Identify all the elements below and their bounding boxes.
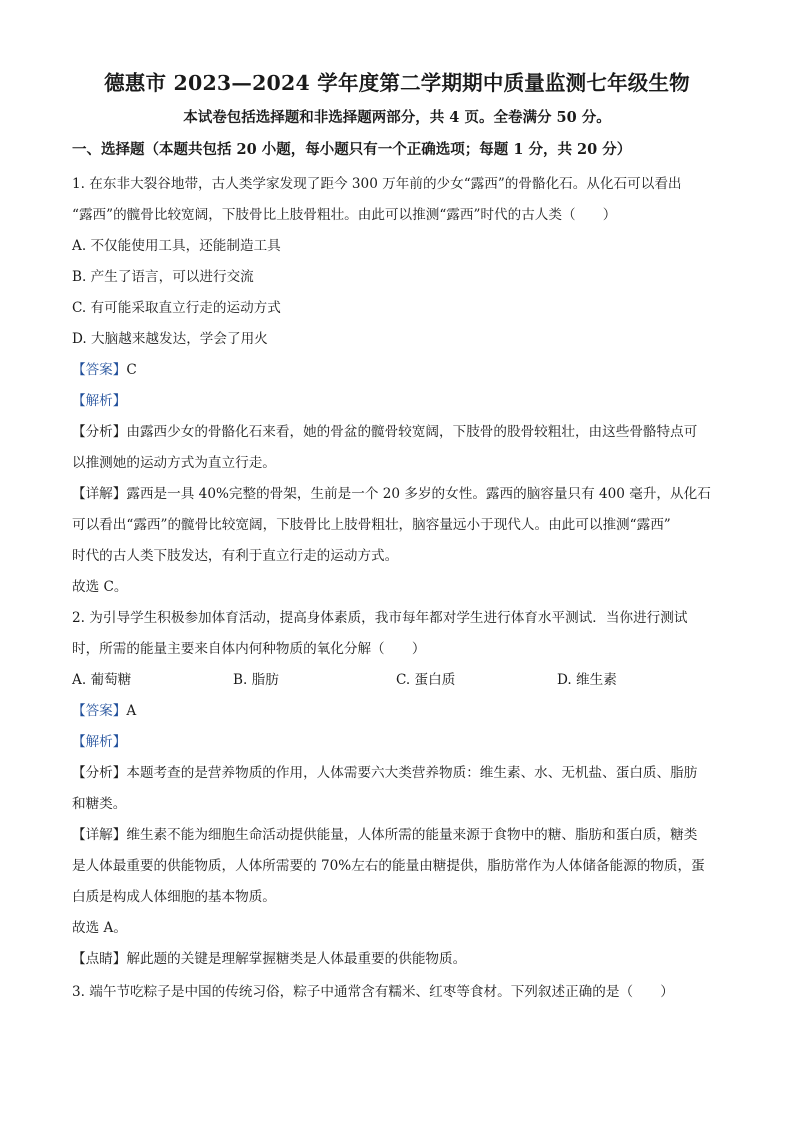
answer-value: C [126, 362, 137, 378]
q2-xiangjie-line-1 [72, 823, 697, 843]
answer-value: A [126, 703, 137, 719]
q2-answer [72, 699, 136, 719]
dianjing-text: 解此题的关键是理解掌握糖类是人体最重要的供能物质。 [126, 951, 467, 967]
q1-answer [72, 358, 137, 378]
q1-xiangjie-line-2: 可以看出“露西”的髋骨比较宽阔，下肢骨比上肢骨粗壮，脑容量远小于现代人。由此可以推测“露西” [72, 517, 671, 533]
q2-stem-line-1: 2. 为引导学生积极参加体育活动，提高身体素质，我市每年都对学生进行体育水平测试．当你进行测试 [72, 610, 688, 626]
q2-option-c: C. 蛋白质 [396, 672, 456, 688]
xiangjie-tag: 【详解】 [72, 486, 127, 502]
dianjing-tag: 【点睛】 [72, 951, 127, 967]
xiangjie-tag: 【详解】 [72, 827, 127, 843]
q1-conclusion: 故选 C。 [72, 579, 128, 595]
q1-option-a: A. 不仅能使用工具，还能制造工具 [72, 238, 281, 254]
q2-stem-line-2: 时，所需的能量主要来自体内何种物质的氧化分解（ ） [72, 641, 426, 657]
answer-tag: 【答案】 [72, 703, 127, 719]
q2-option-a: A. 葡萄糖 [72, 672, 132, 688]
q2-fenxi-line-2: 和糖类。 [72, 796, 127, 812]
q2-xiangjie-line-2: 是人体最重要的供能物质，人体所需要的 70%左右的能量由糖提供，脂肪常作为人体储备能源的物质，蛋 [72, 858, 705, 874]
q1-xiangjie-line-3: 时代的古人类下肢发达，有利于直立行走的运动方式。 [72, 548, 399, 564]
q1-option-d: D. 大脑越来越发达，学会了用火 [72, 331, 268, 347]
q1-fenxi-line-2: 以推测她的运动方式为直立行走。 [72, 455, 276, 471]
fenxi-text: 本题考查的是营养物质的作用，人体需要六大类营养物质：维生素、水、无机盐、蛋白质、脂肪 [126, 765, 698, 781]
page-subtitle: 本试卷包括选择题和非选择题两部分，共 4 页。全卷满分 50 分。 [183, 109, 611, 126]
fenxi-text: 由露西少女的骨骼化石来看，她的骨盆的髋骨较宽阔，下肢骨的股骨较粗壮，由这些骨骼特点可 [126, 424, 698, 440]
q2-fenxi-line-1 [72, 761, 697, 781]
q2-option-b: B. 脂肪 [233, 672, 279, 688]
q2-xiangjie-line-3: 白质是构成人体细胞的基本物质。 [72, 889, 276, 905]
page-title: 德惠市 2023—2024 学年度第二学期期中质量监测七年级生物 [104, 71, 690, 95]
q1-xiangjie-line-1 [72, 482, 711, 502]
q2-conclusion: 故选 A。 [72, 920, 127, 936]
answer-tag: 【答案】 [72, 362, 127, 378]
section-heading: 一、选择题（本题共包括 20 小题，每小题只有一个正确选项；每题 1 分，共 20 分） [72, 141, 632, 158]
q1-stem-line-2: “露西”的髋骨比较宽阔，下肢骨比上肢骨粗壮。由此可以推测“露西”时代的古人类（ ） [72, 207, 617, 223]
q1-fenxi-line-1 [72, 420, 697, 440]
xiangjie-text: 维生素不能为细胞生命活动提供能量，人体所需的能量来源于食物中的糖、脂肪和蛋白质，糖类 [126, 827, 698, 843]
xiangjie-text: 露西是一具 40%完整的骨架，生前是一个 20 多岁的女性。露西的脑容量只有 400 毫升，从化石 [126, 486, 711, 502]
q2-analysis-tag: 【解析】 [72, 734, 127, 750]
q1-option-b: B. 产生了语言，可以进行交流 [72, 269, 254, 285]
fenxi-tag: 【分析】 [72, 765, 127, 781]
q1-analysis-tag: 【解析】 [72, 393, 127, 409]
fenxi-tag: 【分析】 [72, 424, 127, 440]
q1-option-c: C. 有可能采取直立行走的运动方式 [72, 300, 281, 316]
q2-dianjing [72, 947, 466, 967]
q3-stem-line-1: 3. 端午节吃粽子是中国的传统习俗，粽子中通常含有糯米、红枣等食材。下列叙述正确的是（ ） [72, 984, 674, 1000]
q2-option-d: D. 维生素 [557, 672, 617, 688]
q1-stem-line-1: 1. 在东非大裂谷地带，古人类学家发现了距今 300 万年前的少女“露西”的骨骼化石。从化石可以看出 [72, 176, 682, 192]
